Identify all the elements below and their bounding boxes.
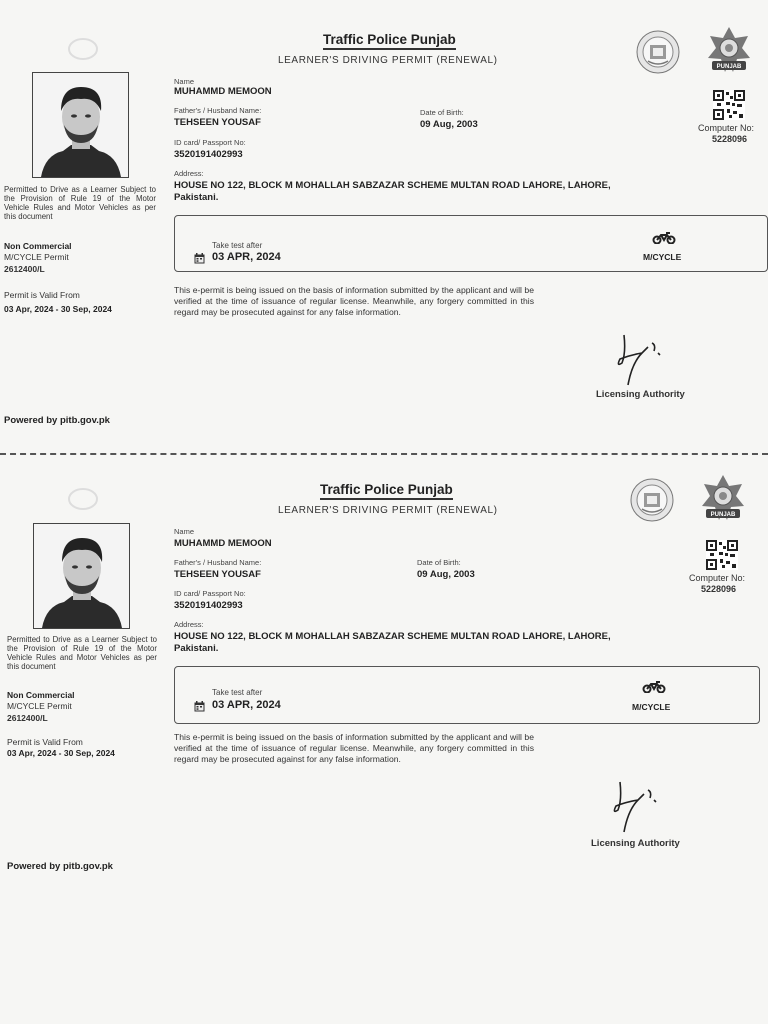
- computer-no: 5228096: [712, 134, 748, 144]
- permitted-text: Permitted to Drive as a Learner Subject to the Provision of Rule 19 of the Motor Vehicle Rules and Motor Vehicles as per this document: [7, 635, 157, 671]
- signature-icon: [608, 780, 664, 834]
- permit-subtitle: LEARNER'S DRIVING PERMIT (RENEWAL): [278, 55, 498, 66]
- father-name: TEHSEEN YOUSAF: [174, 117, 261, 128]
- licensing-authority: Licensing Authority: [591, 838, 680, 849]
- computer-no-label: Computer No:: [698, 123, 755, 133]
- vehicle-class: M/CYCLE: [632, 702, 671, 712]
- applicant-name: MUHAMMD MEMOON: [174, 538, 272, 549]
- qr-code-icon: [706, 540, 738, 570]
- faint-emblem-icon: [66, 486, 100, 512]
- date-of-birth: 09 Aug, 2003: [417, 569, 475, 580]
- name-label: Name: [174, 527, 195, 536]
- valid-label: Permit is Valid From: [4, 290, 80, 300]
- address-label: Address:: [174, 620, 204, 629]
- permit-number: 2612400/L: [4, 264, 45, 274]
- computer-no: 5228096: [701, 584, 737, 594]
- motorcycle-icon: [652, 231, 676, 244]
- permit-type: M/CYCLE Permit: [4, 252, 69, 262]
- permit-title: Traffic Police Punjab: [320, 482, 453, 500]
- applicant-name: MUHAMMD MEMOON: [174, 86, 272, 97]
- address: HOUSE NO 122, BLOCK M MOHALLAH SABZAZAR SCHEME MULTAN ROAD LAHORE, LAHORE, Pakistani.: [174, 631, 611, 655]
- address-label: Address:: [174, 169, 204, 178]
- applicant-photo: [32, 72, 129, 178]
- vehicle-class: M/CYCLE: [643, 252, 682, 262]
- applicant-photo: [33, 523, 130, 629]
- qr-code-icon: [713, 90, 745, 120]
- father-label: Father's / Husband Name:: [174, 106, 262, 115]
- permit-type: M/CYCLE Permit: [7, 701, 72, 711]
- permit-title: Traffic Police Punjab: [323, 32, 456, 50]
- permit-number: 2612400/L: [7, 713, 48, 723]
- test-info-box: [174, 215, 768, 272]
- applicant-portrait-icon: [34, 524, 129, 628]
- permit-subtitle: LEARNER'S DRIVING PERMIT (RENEWAL): [278, 505, 498, 516]
- motorcycle-icon: [642, 680, 666, 693]
- id-number: 3520191402993: [174, 600, 243, 611]
- valid-range: 03 Apr, 2024 - 30 Sep, 2024: [7, 748, 115, 758]
- powered-by: Powered by pitb.gov.pk: [4, 415, 110, 426]
- faint-emblem-icon: [66, 36, 100, 62]
- test-date: 03 APR, 2024: [212, 699, 281, 711]
- seal-label: PUNJAB: [710, 512, 736, 518]
- name-label: Name: [174, 77, 195, 86]
- permitted-text: Permitted to Drive as a Learner Subject to the Provision of Rule 19 of the Motor Vehicle Rules and Motor Vehicles as per this document: [4, 185, 156, 221]
- punjab-seal-icon: [700, 474, 746, 522]
- notice-text: This e-permit is being issued on the basis of information submitted by the applicant and will be verified at the time of issuance of regular license. Meanwhile, any forgery committed in this regard may be prosecuted against for any false information.: [174, 732, 534, 764]
- test-label: Take test after: [212, 688, 263, 697]
- signature-icon: [612, 333, 668, 387]
- father-name: TEHSEEN YOUSAF: [174, 569, 261, 580]
- test-date: 03 APR, 2024: [212, 251, 281, 263]
- permit-category: Non Commercial: [7, 690, 75, 700]
- date-of-birth: 09 Aug, 2003: [420, 119, 478, 130]
- valid-range: 03 Apr, 2024 - 30 Sep, 2024: [4, 304, 112, 314]
- permit-card: [0, 0, 768, 440]
- computer-no-label: Computer No:: [689, 573, 746, 583]
- licensing-authority: Licensing Authority: [596, 389, 685, 400]
- dob-label: Date of Birth:: [420, 108, 464, 117]
- punjab-seal-icon: [706, 26, 752, 74]
- id-label: ID card/ Passport No:: [174, 138, 246, 147]
- test-label: Take test after: [212, 241, 263, 250]
- calendar-icon: [194, 253, 205, 264]
- dob-label: Date of Birth:: [417, 558, 461, 567]
- permit-category: Non Commercial: [4, 241, 72, 251]
- id-number: 3520191402993: [174, 149, 243, 160]
- address: HOUSE NO 122, BLOCK M MOHALLAH SABZAZAR SCHEME MULTAN ROAD LAHORE, LAHORE, Pakistani.: [174, 180, 611, 204]
- police-logo-icon: [636, 30, 680, 74]
- id-label: ID card/ Passport No:: [174, 589, 246, 598]
- police-logo-icon: [630, 478, 674, 522]
- powered-by: Powered by pitb.gov.pk: [7, 861, 113, 872]
- valid-label: Permit is Valid From: [7, 737, 83, 747]
- permit-card: [0, 450, 768, 890]
- notice-text: This e-permit is being issued on the basis of information submitted by the applicant and will be verified at the time of issuance of regular license. Meanwhile, any forgery committed in this regard may be prosecuted against for any false information.: [174, 285, 534, 317]
- applicant-portrait-icon: [33, 73, 128, 177]
- father-label: Father's / Husband Name:: [174, 558, 262, 567]
- seal-label: PUNJAB: [716, 64, 742, 70]
- calendar-icon: [194, 701, 205, 712]
